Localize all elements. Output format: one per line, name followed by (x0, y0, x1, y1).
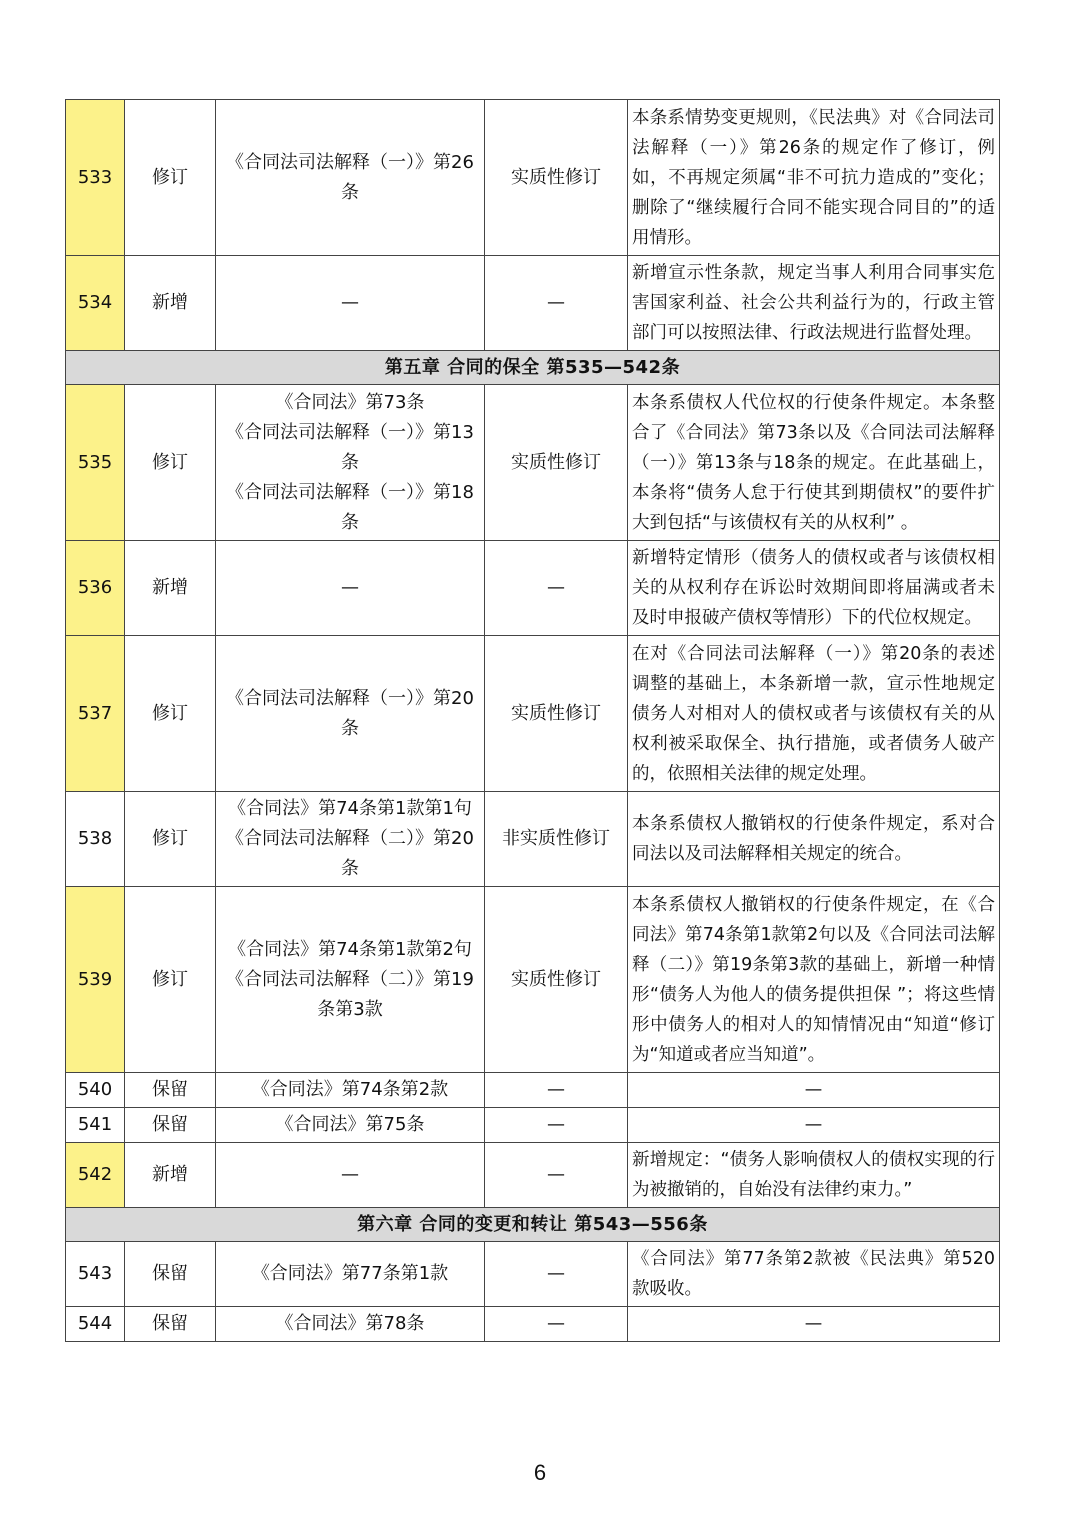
source-provision (216, 887, 485, 1073)
change-type: 保留 (125, 1108, 216, 1143)
explanation: 新增宣示性条款，规定当事人利用合同事实危害国家利益、社会公共利益行为的，行政主管部门可以按照法律、行政法规进行监督处理。 (628, 256, 1000, 351)
revision-nature: — (485, 541, 628, 636)
explanation: 本条系债权人撤销权的行使条件规定，在《合同法》第74条第1款第2句以及《合同法司法解释（二）》第19条第3款的基础上，新增一种情形“债务人为他人的债务提供担保 ”；将这些情形中债务人的相对人的知情情况由“知道“修订为“知道或者应当知道”。 (628, 887, 1000, 1073)
change-type: 保留 (125, 1073, 216, 1108)
revision-nature: 非实质性修订 (485, 792, 628, 887)
change-type: 新增 (125, 1143, 216, 1208)
source-line: 条 (341, 451, 359, 473)
revision-nature: — (485, 1073, 628, 1108)
source-line: 《合同法》第74条第1款第2句 (228, 938, 472, 960)
source-line: 《合同法司法解释（一）》第26 (226, 151, 474, 173)
source-line: 《合同法》第73条 (275, 391, 425, 413)
change-type: 保留 (125, 1242, 216, 1307)
source-line: 《合同法司法解释（一）》第20 (226, 687, 474, 709)
change-type: 修订 (125, 887, 216, 1073)
article-number-highlighted: 535 (66, 385, 125, 541)
article-number-highlighted: 542 (66, 1143, 125, 1208)
source-provision: 《合同法》第75条 (216, 1108, 485, 1143)
change-type: 修订 (125, 792, 216, 887)
article-number: 540 (66, 1073, 125, 1108)
source-line: 《合同法》第74条第1款第1句 (228, 798, 472, 819)
explanation: 《合同法》第77条第2款被《民法典》第520款吸收。 (628, 1242, 1000, 1307)
explanation: — (628, 1307, 1000, 1342)
article-number: 541 (66, 1108, 125, 1143)
revision-nature: 实质性修订 (485, 636, 628, 792)
chapter-header-row (66, 1208, 1000, 1242)
table-row (66, 100, 1000, 256)
source-line: 《合同法司法解释（二）》第19 (226, 968, 474, 990)
revision-nature: — (485, 1307, 628, 1342)
revision-nature: 实质性修订 (485, 385, 628, 541)
revision-nature: — (485, 1108, 628, 1143)
source-provision: 《合同法》第77条第1款 (216, 1242, 485, 1307)
chapter-heading: 第五章 合同的保全 第535—542条 (66, 351, 1000, 385)
revision-nature: — (485, 1143, 628, 1208)
source-provision: 《合同法》第74条第2款 (216, 1073, 485, 1108)
change-type: 新增 (125, 541, 216, 636)
change-type: 修订 (125, 385, 216, 541)
source-line: 条第3款 (317, 998, 383, 1020)
source-line: 条 (341, 511, 359, 533)
table-row (66, 1242, 1000, 1307)
article-number-highlighted: 536 (66, 541, 125, 636)
explanation: 新增特定情形（债务人的债权或者与该债权相关的从权利存在诉讼时效期间即将届满或者未及时申报破产债权等情形）下的代位权规定。 (628, 541, 1000, 636)
revision-nature: — (485, 256, 628, 351)
table-row (66, 1143, 1000, 1208)
explanation: — (628, 1108, 1000, 1143)
revision-nature: 实质性修订 (485, 100, 628, 256)
source-line: 条 (341, 858, 359, 879)
explanation: — (628, 1073, 1000, 1108)
source-line: 条 (341, 181, 359, 203)
article-number-highlighted: 539 (66, 887, 125, 1073)
chapter-heading: 第六章 合同的变更和转让 第543—556条 (66, 1208, 1000, 1242)
source-provision (216, 385, 485, 541)
explanation: 本条系债权人代位权的行使条件规定。本条整合了《合同法》第73条以及《合同法司法解释（一）》第13条与18条的规定。在此基础上，本条将“债务人怠于行使其到期债权”的要件扩大到包括“与该债权有关的从权利” 。 (628, 385, 1000, 541)
revision-nature: 实质性修订 (485, 887, 628, 1073)
article-number: 538 (66, 792, 125, 887)
article-number-highlighted: 537 (66, 636, 125, 792)
source-provision (216, 792, 485, 887)
table-row (66, 1073, 1000, 1108)
revision-nature: — (485, 1242, 628, 1307)
source-line: 《合同法司法解释（一）》第18 (226, 481, 474, 503)
explanation: 本条系情势变更规则，《民法典》对《合同法司法解释（一）》第26条的规定作了修订，例如，不再规定须属“非不可抗力造成的”变化；删除了“继续履行合同不能实现合同目的”的适用情形。 (628, 100, 1000, 256)
source-line: 《合同法司法解释（一）》第13 (226, 421, 474, 443)
change-type: 修订 (125, 636, 216, 792)
table-row (66, 385, 1000, 541)
chapter-header-row (66, 351, 1000, 385)
article-number: 544 (66, 1307, 125, 1342)
table-row (66, 792, 1000, 887)
table-row (66, 1108, 1000, 1143)
change-type: 修订 (125, 100, 216, 256)
source-line: 《合同法司法解释（二）》第20 (226, 828, 474, 849)
page-number: 6 (533, 1460, 547, 1485)
law-comparison-table (65, 99, 1000, 1342)
article-number-highlighted: 533 (66, 100, 125, 256)
change-type: 新增 (125, 256, 216, 351)
table-row (66, 541, 1000, 636)
table-row (66, 1307, 1000, 1342)
article-number: 543 (66, 1242, 125, 1307)
source-provision: — (216, 1143, 485, 1208)
source-provision (216, 636, 485, 792)
explanation: 新增规定：“债务人影响债权人的债权实现的行为被撤销的，自始没有法律约束力。” (628, 1143, 1000, 1208)
change-type: 保留 (125, 1307, 216, 1342)
source-provision (216, 100, 485, 256)
explanation: 本条系债权人撤销权的行使条件规定，系对合同法以及司法解释相关规定的统合。 (628, 792, 1000, 887)
source-line: 条 (341, 717, 359, 739)
source-provision: — (216, 256, 485, 351)
article-number-highlighted: 534 (66, 256, 125, 351)
source-provision: 《合同法》第78条 (216, 1307, 485, 1342)
table-row (66, 636, 1000, 792)
source-provision: — (216, 541, 485, 636)
table-row (66, 256, 1000, 351)
table-row (66, 887, 1000, 1073)
explanation: 在对《合同法司法解释（一）》第20条的表述调整的基础上，本条新增一款，宣示性地规定债务人对相对人的债权或者与该债权有关的从权利被采取保全、执行措施，或者债务人破产的，依照相关法律的规定处理。 (628, 636, 1000, 792)
